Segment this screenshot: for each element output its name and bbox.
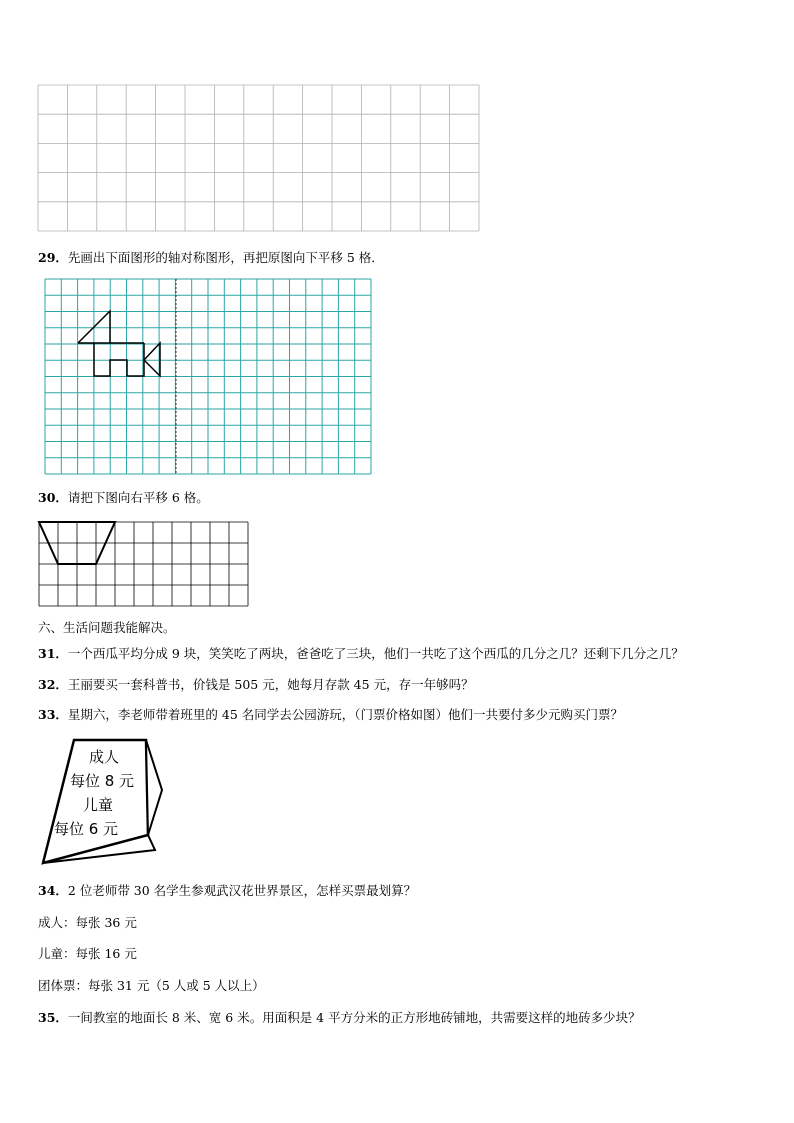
question-number: 35．: [38, 1010, 68, 1025]
q30-grid: [0, 518, 794, 618]
question-32: [38, 677, 474, 693]
question-33: [38, 707, 623, 723]
question-number: 33．: [38, 707, 68, 722]
question-number: 29．: [38, 250, 68, 265]
price-child: 儿童：每张 16 元: [38, 946, 137, 961]
sign-line-adult-price: 每位 8 元: [69, 772, 135, 790]
question-number: 31．: [38, 646, 68, 661]
question-text: 一间教室的地面长 8 米、宽 6 米。用面积是 4 平方分米的正方形地砖铺地，共需要这样的地砖多少块？: [67, 1010, 641, 1025]
question-number: 34．: [38, 883, 68, 898]
question-number: 30．: [38, 490, 68, 505]
question-35: [38, 1010, 641, 1026]
question-29: [38, 250, 384, 266]
sign-line-child: 儿童: [82, 796, 113, 814]
question-text: 星期六，李老师带着班里的 45 名同学去公园游玩，（门票价格如图）他们一共要付多少元购买门票？: [67, 707, 624, 722]
sign-line-child-price: 每位 6 元: [53, 820, 119, 838]
top-grid: [0, 0, 794, 240]
sign-line-adult: 成人: [88, 748, 119, 766]
question-text: 一个西瓜平均分成 9 块，笑笑吃了两块，爸爸吃了三块，他们一共吃了这个西瓜的几分之几？还剩下几分之几？: [67, 646, 684, 661]
question-text: 王丽要买一套科普书，价钱是 505 元，她每月存款 45 元，存一年够吗？: [67, 677, 474, 692]
question-31: [38, 646, 684, 662]
q29-grid: [0, 270, 794, 470]
price-group: 团体票：每张 31 元（5 人或 5 人以上）: [38, 978, 265, 993]
question-34: [38, 883, 416, 899]
question-30: [38, 490, 209, 506]
question-text: 2 位老师带 30 名学生参观武汉花世界景区，怎样买票最划算？: [67, 883, 417, 898]
question-number: 32．: [38, 677, 68, 692]
question-text: 请把下图向右平移 6 格。: [67, 490, 209, 505]
section-6-title: 六、生活问题我能解决。: [38, 620, 176, 635]
price-adult: 成人：每张 36 元: [38, 915, 137, 930]
question-text: 先画出下面图形的轴对称图形，再把原图向下平移 5 格．: [67, 250, 384, 265]
